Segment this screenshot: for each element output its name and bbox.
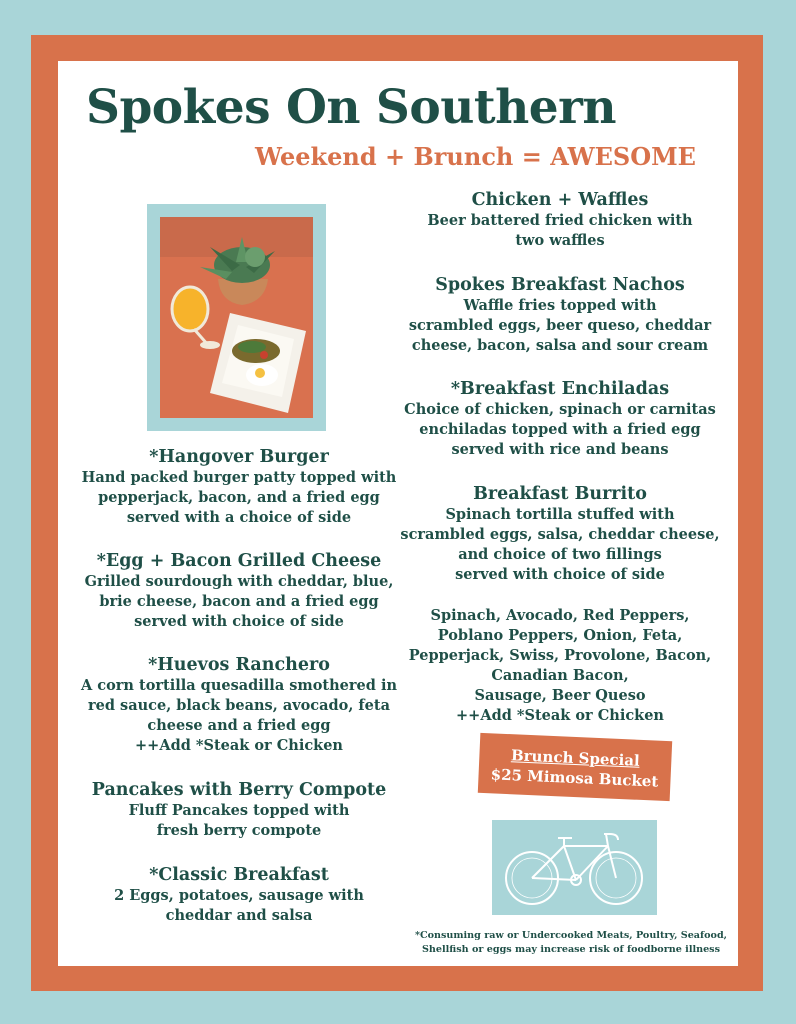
item-name: *Hangover Burger	[149, 447, 329, 467]
menu-item-classic-breakfast	[70, 865, 408, 926]
item-desc-line: brie cheese, bacon and a fried egg	[99, 593, 379, 610]
disclaimer-line: *Consuming raw or Undercooked Meats, Poultry, Seafood,	[414, 930, 727, 941]
item-name: Breakfast Burrito	[473, 484, 647, 504]
special-title: Brunch Special	[510, 746, 641, 770]
item-name: *Huevos Ranchero	[148, 655, 330, 675]
filling-line: Poblano Peppers, Onion, Feta,	[437, 627, 683, 644]
filling-line: ++Add *Steak or Chicken	[456, 707, 664, 724]
item-desc-line: served with choice of side	[455, 566, 665, 583]
filling-line: Spinach, Avocado, Red Peppers,	[430, 607, 690, 624]
item-desc-line: cheese and a fried egg	[147, 717, 331, 734]
item-desc-line: pepperjack, bacon, and a fried egg	[98, 489, 380, 506]
item-desc-line: cheddar and salsa	[165, 907, 313, 924]
burrito-fillings-list	[395, 606, 725, 726]
item-desc-line: enchiladas topped with a fried egg	[419, 421, 701, 438]
item-desc-line: Spinach tortilla stuffed with	[445, 506, 675, 523]
bicycle-icon	[492, 820, 657, 915]
bicycle-logo	[492, 820, 657, 915]
item-desc-line: Grilled sourdough with cheddar, blue,	[84, 573, 394, 590]
item-desc-line: Choice of chicken, spinach or carnitas	[404, 401, 716, 418]
item-desc-line: scrambled eggs, beer queso, cheddar	[408, 317, 712, 334]
page-title: Spokes On Southern	[86, 80, 617, 135]
item-desc-line: 2 Eggs, potatoes, sausage with	[114, 887, 364, 904]
filling-line: Sausage, Beer Queso	[474, 687, 646, 704]
item-desc-line: fresh berry compote	[156, 822, 322, 839]
menu-item-breakfast-nachos	[395, 275, 725, 356]
item-name: Spokes Breakfast Nachos	[435, 275, 685, 295]
menu-item-pancakes	[70, 780, 408, 841]
item-name: *Egg + Bacon Grilled Cheese	[96, 551, 382, 571]
item-desc-line: ++Add *Steak or Chicken	[135, 737, 343, 754]
item-name: *Classic Breakfast	[149, 865, 329, 885]
item-desc-line: two waffles	[515, 232, 605, 249]
page-subtitle: Weekend + Brunch = AWESOME	[255, 142, 696, 171]
item-desc-line: cheese, bacon, salsa and sour cream	[411, 337, 709, 354]
item-desc-line: Hand packed burger patty topped with	[81, 469, 397, 486]
menu-item-grilled-cheese	[70, 551, 408, 632]
item-name: Chicken + Waffles	[471, 190, 649, 210]
item-name: *Breakfast Enchiladas	[450, 379, 670, 399]
item-desc-line: served with a choice of side	[126, 509, 352, 526]
filling-line: Canadian Bacon,	[491, 667, 629, 684]
menu-item-breakfast-enchiladas	[395, 379, 725, 460]
item-desc-line: and choice of two fillings	[458, 546, 662, 563]
menu-item-chicken-waffles	[395, 190, 725, 251]
food-safety-disclaimer	[411, 929, 731, 957]
item-desc-line: Beer battered fried chicken with	[427, 212, 693, 229]
disclaimer-line: Shellfish or eggs may increase risk of foodborne illness	[422, 944, 720, 955]
menu-item-breakfast-burrito	[395, 484, 725, 585]
brunch-special-banner	[478, 733, 672, 801]
filling-line: Pepperjack, Swiss, Provolone, Bacon,	[408, 647, 712, 664]
item-desc-line: Fluff Pancakes topped with	[128, 802, 350, 819]
item-name: Pancakes with Berry Compote	[91, 780, 387, 800]
item-desc-line: served with choice of side	[134, 613, 344, 630]
item-desc-line: red sauce, black beans, avocado, feta	[87, 697, 390, 714]
item-desc-line: Waffle fries topped with	[463, 297, 657, 314]
item-desc-line: served with rice and beans	[451, 441, 669, 458]
menu-item-huevos-ranchero	[70, 655, 408, 756]
brunch-plate-photo	[160, 217, 313, 418]
special-price: $25 Mimosa Bucket	[490, 765, 659, 791]
item-desc-line: scrambled eggs, salsa, cheddar cheese,	[400, 526, 720, 543]
item-desc-line: A corn tortilla quesadilla smothered in	[80, 677, 398, 694]
menu-item-hangover-burger	[70, 447, 408, 528]
